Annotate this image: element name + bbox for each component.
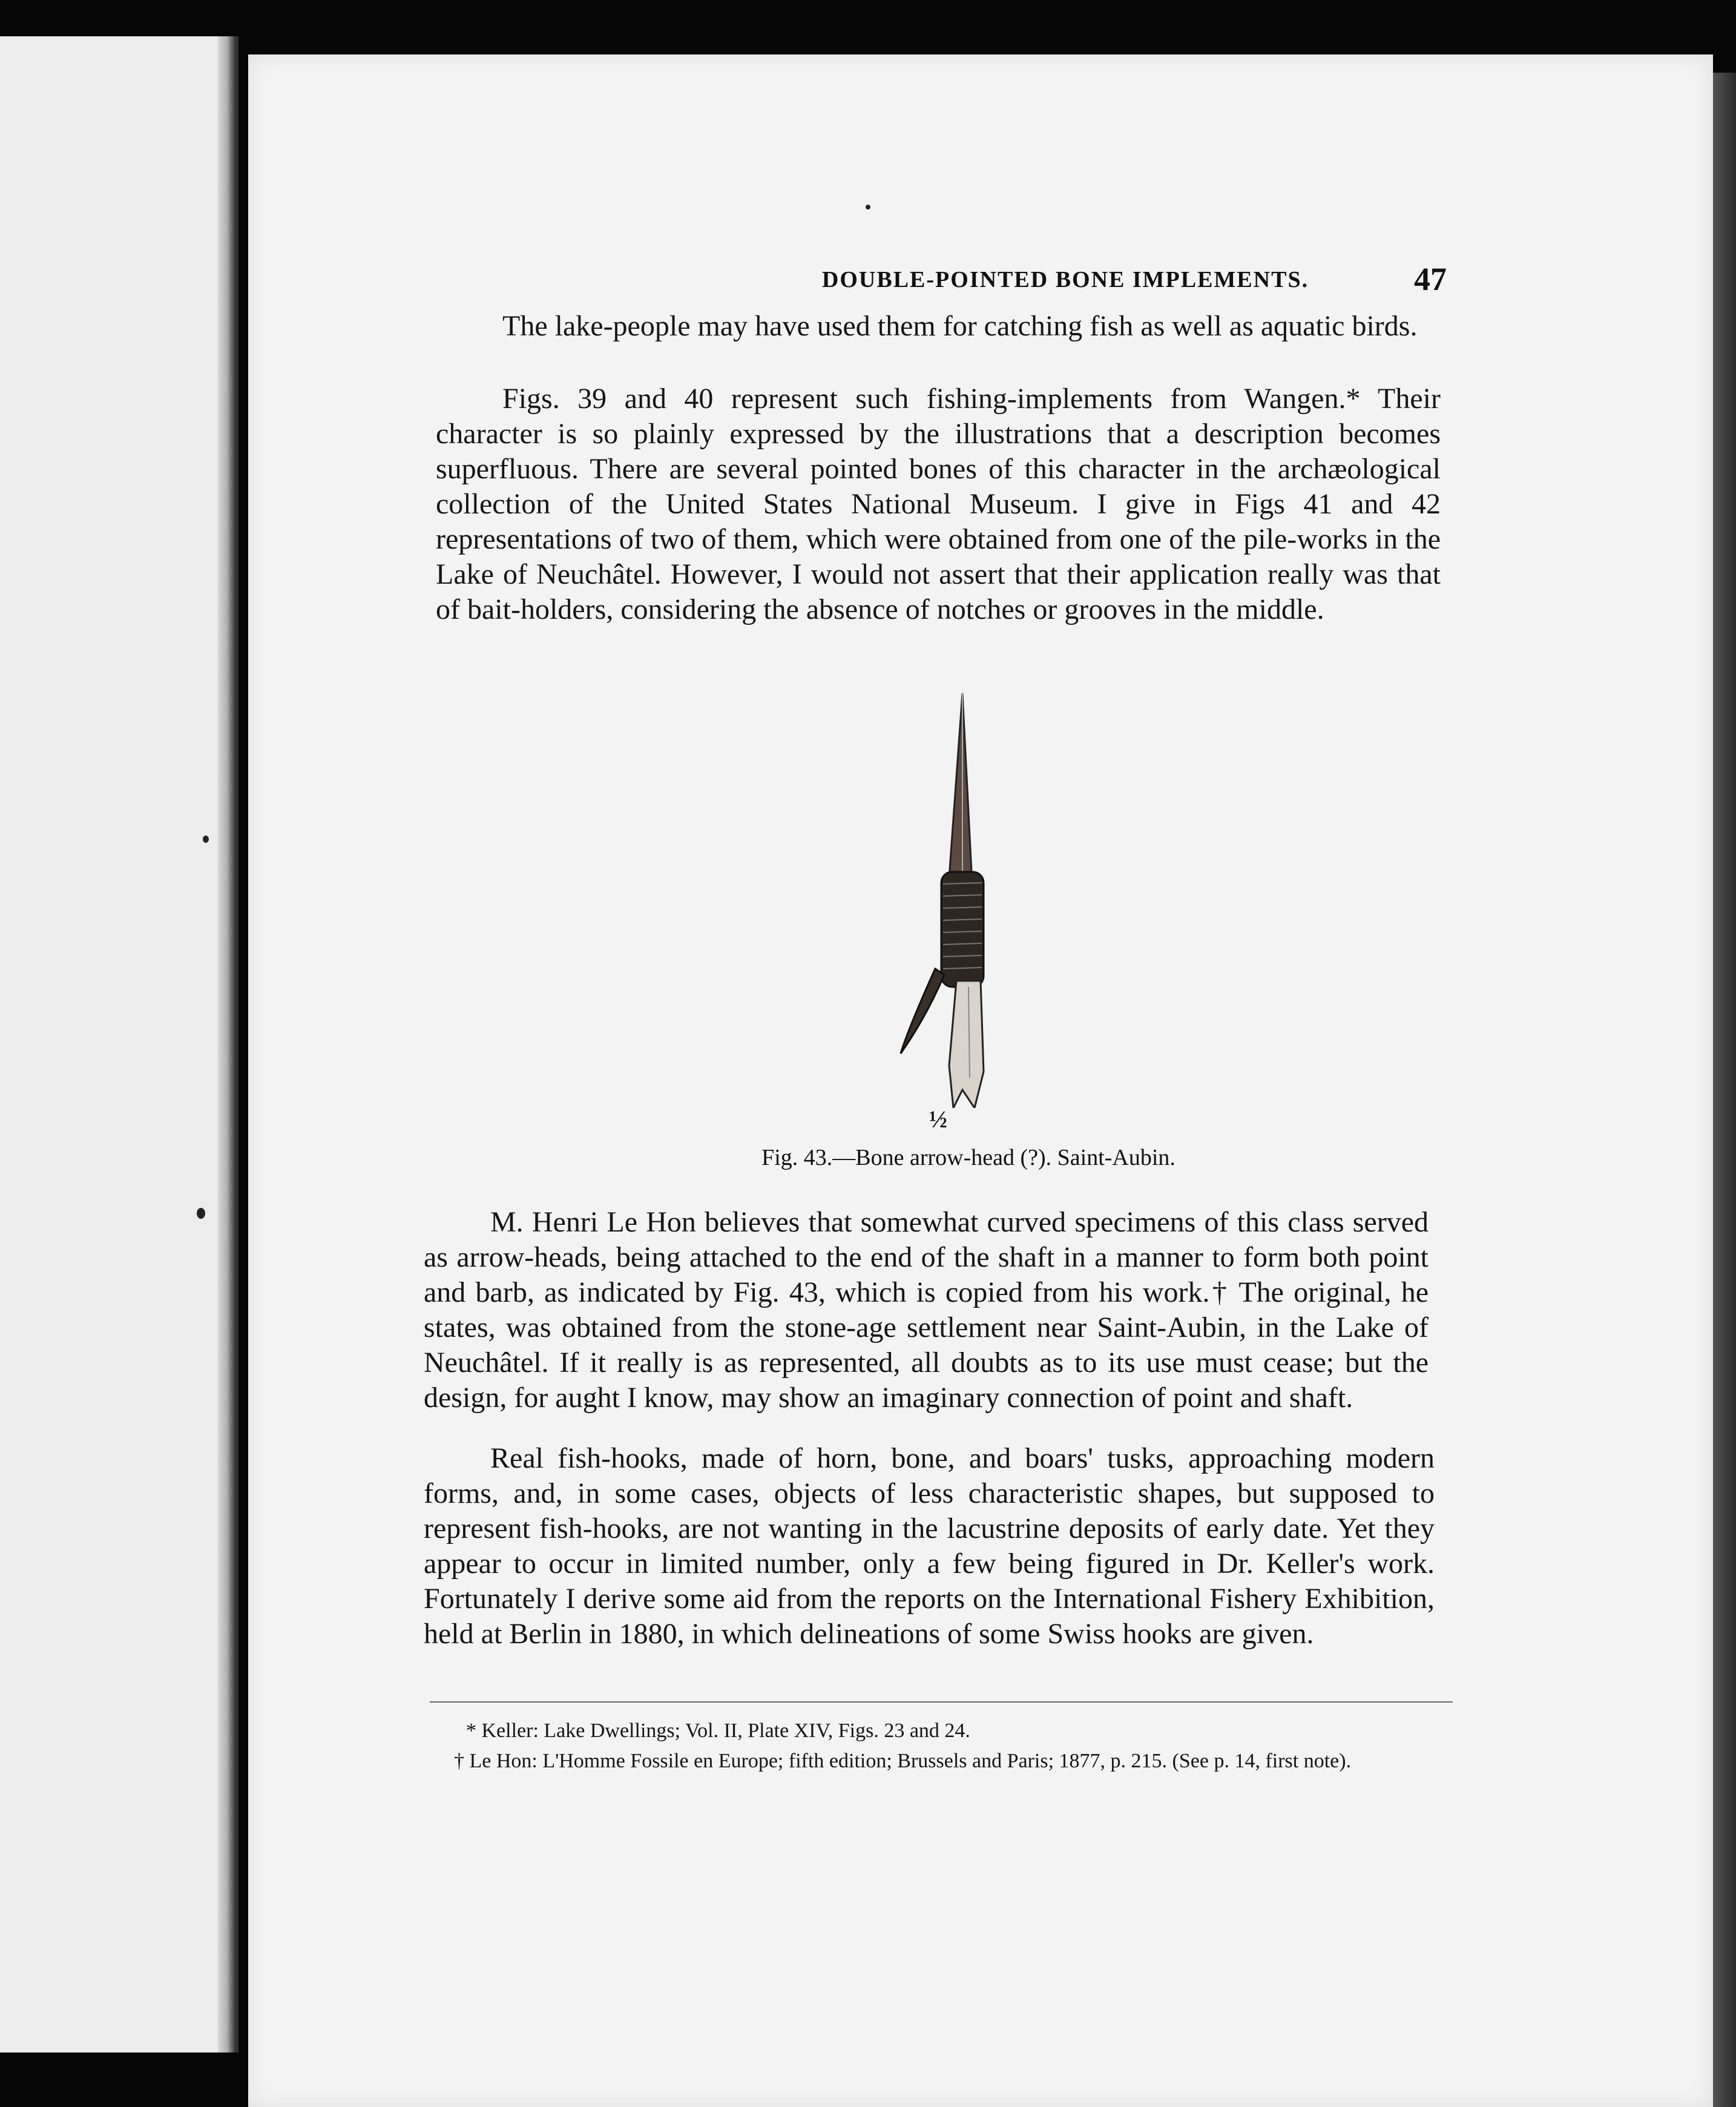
body-paragraph-3: M. Henri Le Hon believes that somewhat curved specimens of this class served as arrow-heads, being attached to the end of the shaft in a manner to form both point and barb, as indicated by Fig. 43, which is copied from his work.† The original, he states, was obtained from the stone-age settlement near Saint-Aubin, in the Lake of Neuchâtel. If it really is as represented, all doubts as to its use must cease; but the design, for aught I know, may show an imaginary connection of point and shaft.: [424, 1206, 1429, 1414]
barb: [901, 969, 944, 1054]
ink-dot: [866, 205, 870, 209]
shaft: [949, 981, 984, 1108]
bone-point: [949, 693, 972, 878]
footnote-2: † Le Hon: L'Homme Fossile en Europe; fifth edition; Brussels and Paris; 1877, p. 215. (See p. 14, first note).: [454, 1750, 1352, 1772]
book-page: [248, 54, 1713, 2107]
facing-page-edge: [0, 36, 238, 2053]
figure-caption: Fig. 43.—Bone arrow-head (?). Saint-Aubin.: [761, 1145, 1175, 1170]
footnote-divider: [430, 1701, 1453, 1703]
scan-speck: [203, 836, 209, 843]
body-paragraph-1: The lake-people may have used them for catching fish as well as aquatic birds.: [502, 310, 1418, 342]
body-paragraph-2: Figs. 39 and 40 represent such fishing-implements from Wangen.* Their character is so plainly expressed by the illustrations that a description becomes superfluous. There are several pointed bones of this character in the archæological collection of the United States National Museum. I give in Figs 41 and 42 representations of two of them, which were obtained from one of the pile-works in the Lake of Neuchâtel. However, I would not assert that their application really was that of bait-holders, considering the absence of notches or grooves in the middle.: [436, 383, 1441, 625]
page-gutter-shadow: [218, 36, 236, 2053]
shaft-binding: [941, 872, 984, 987]
body-paragraph-4: Real fish-hooks, made of horn, bone, and boars' tusks, approaching modern forms, and, in some cases, objects of less characteristic shapes, but supposed to represent fish-hooks, are not wanting in the lacustrine deposits of early date. Yet they appear to occur in limited number, only a few being figured in Dr. Keller's work. Fortunately I derive some aid from the reports on the International Fishery Exhibition, held at Berlin in 1880, in which delineations of some Swiss hooks are given.: [424, 1442, 1435, 1650]
figure-scale: ½: [929, 1106, 947, 1133]
scan-speck: [197, 1208, 205, 1219]
footnote-1: * Keller: Lake Dwellings; Vol. II, Plate XIV, Figs. 23 and 24.: [466, 1720, 970, 1742]
arrow-head-illustration: [872, 690, 1005, 1108]
page-number: 47: [1414, 261, 1447, 297]
running-head: DOUBLE-POINTED BONE IMPLEMENTS.: [821, 267, 1309, 292]
